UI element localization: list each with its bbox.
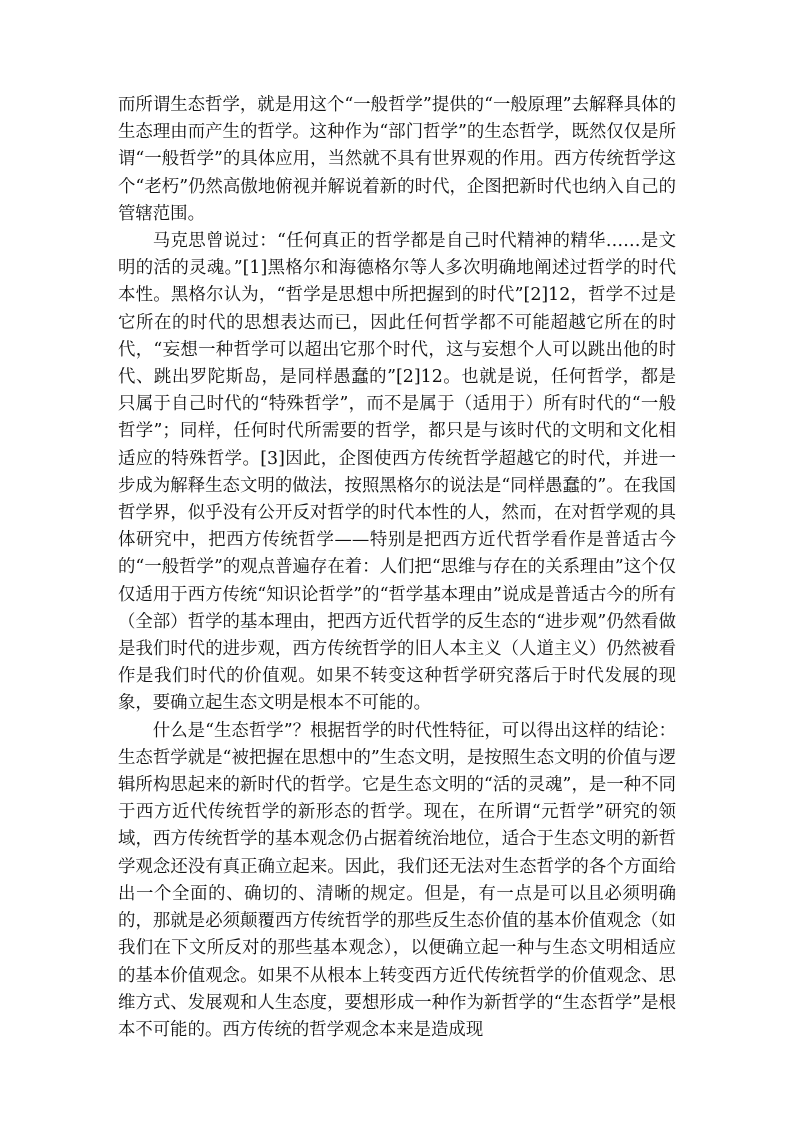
paragraph-2: 马克思曾说过：“任何真正的哲学都是自己时代精神的精华……是文明的活的灵魂。”[1]黑格尔和海德格尔等人多次明确地阐述过哲学的时代本性。黑格尔认为，“哲学是思想中所把握到的时代”[2]12，哲学不过是它所在的时代的思想表达而已，因此任何哲学都不可能超越它所在的时代，“妄想一种哲学可以超出它那个时代，这与妄想个人可以跳出他的时代、跳出罗陀斯岛，是同样愚蠢的”[2]12。也就是说，任何哲学，都是只属于自己时代的“特殊哲学”，而不是属于（适用于）所有时代的“一般哲学”；同样，任何时代所需要的哲学，都只是与该时代的文明和文化相适应的特殊哲学。[3]因此，企图使西方传统哲学超越它的时代，并进一步成为解释生态文明的做法，按照黑格尔的说法是“同样愚蠢的”。在我国哲学界，似乎没有公开反对哲学的时代本性的人，然而，在对哲学观的具体研究中，把西方传统哲学——特别是把西方近代哲学看作是普适古今的“一般哲学”的观点普遍存在着：人们把“思维与存在的关系理由”这个仅仅适用于西方传统“知识论哲学”的“哲学基本理由”说成是普适古今的所有（全部）哲学的基本理由，把西方近代哲学的反生态的“进步观”仍然看做是我们时代的进步观，西方传统哲学的旧人本主义（人道主义）仍然被看作是我们时代的价值观。如果不转变这种哲学研究落后于时代发展的现象，要确立起生态文明是根本不可能的。 [118,231,676,714]
paragraph-1: 而所谓生态哲学，就是用这个“一般哲学”提供的“一般原理”去解释具体的生态理由而产生的哲学。这种作为“部门哲学”的生态哲学，既然仅仅是所谓“一般哲学”的具体应用，当然就不具有世界观的作用。西方传统哲学这个“老朽”仍然高傲地俯视并解说着新的时代，企图把新时代也纳入自己的管辖范围。 [118,95,676,224]
document-body [118,92,676,1044]
paragraph-3: 什么是“生态哲学”？根据哲学的时代性特征，可以得出这样的结论：生态哲学就是“被把握在思想中的”生态文明，是按照生态文明的价值与逻辑所构思起来的新时代的哲学。它是生态文明的“活的灵魂”，是一种不同于西方近代传统哲学的新形态的哲学。现在，在所谓“元哲学”研究的领域，西方传统哲学的基本观念仍占据着统治地位，适合于生态文明的新哲学观念还没有真正确立起来。因此，我们还无法对生态哲学的各个方面给出一个全面的、确切的、清晰的规定。但是，有一点是可以且必须明确的，那就是必须颠覆西方传统哲学的那些反生态价值的基本价值观念（如我们在下文所反对的那些基本观念），以便确立起一种与生态文明相适应的基本价值观念。如果不从根本上转变西方近代传统哲学的价值观念、思维方式、发展观和人生态度，要想形成一种作为新哲学的“生态哲学”是根本不可能的。西方传统的哲学观念本来是造成现 [118,720,676,1040]
